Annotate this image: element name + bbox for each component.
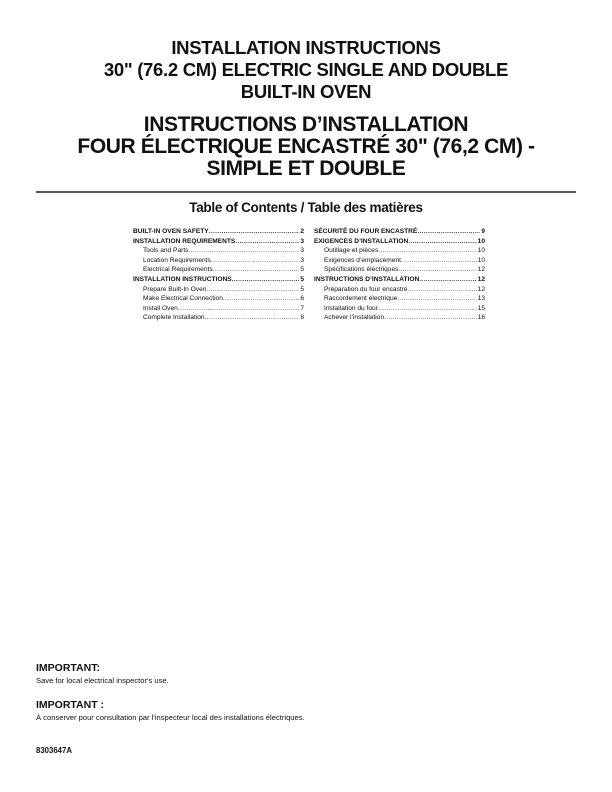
title-en-line-1: INSTALLATION INSTRUCTIONS bbox=[171, 37, 441, 58]
toc-entry-page: 12 bbox=[477, 285, 485, 293]
toc-leader-dots bbox=[205, 313, 300, 323]
toc-entry[interactable] bbox=[133, 265, 304, 275]
toc-leader-dots bbox=[419, 275, 476, 285]
toc-entry[interactable] bbox=[133, 227, 304, 237]
toc-entry-label: Tools and Parts bbox=[143, 247, 189, 255]
toc-entry[interactable] bbox=[314, 265, 485, 275]
toc-leader-dots bbox=[417, 227, 480, 237]
toc-entry-label: Achever l’installation bbox=[324, 314, 385, 322]
toc-entry[interactable] bbox=[133, 237, 304, 247]
toc-leader-dots bbox=[378, 246, 476, 256]
toc-entry[interactable] bbox=[314, 246, 485, 256]
toc-leader-dots bbox=[408, 237, 476, 247]
toc-leader-dots bbox=[223, 294, 299, 304]
toc-entry[interactable] bbox=[314, 256, 485, 266]
toc-entry[interactable] bbox=[314, 227, 485, 237]
title-fr-line-3: SIMPLE ET DOUBLE bbox=[206, 157, 406, 180]
toc-heading: Table of Contents / Table des matières bbox=[189, 200, 423, 215]
toc-entry-label: BUILT-IN OVEN SAFETY bbox=[133, 228, 209, 235]
divider-rule bbox=[36, 191, 576, 193]
toc-leader-dots bbox=[384, 313, 477, 323]
toc-entry[interactable] bbox=[133, 246, 304, 256]
toc-leader-dots bbox=[213, 265, 300, 275]
toc-entry-page: 12 bbox=[477, 266, 485, 274]
toc-entry-page: 2 bbox=[300, 228, 304, 235]
toc-leader-dots bbox=[378, 304, 477, 314]
toc-entry[interactable] bbox=[314, 237, 485, 247]
toc-entry-page: 12 bbox=[477, 275, 485, 283]
toc-leader-dots bbox=[211, 256, 300, 266]
toc-entry-label: INSTRUCTIONS D’INSTALLATION bbox=[314, 275, 420, 283]
toc-entry[interactable] bbox=[133, 285, 304, 295]
toc-entry[interactable] bbox=[314, 285, 485, 295]
important-note-english bbox=[36, 662, 576, 686]
toc-entry-label: Complete Installation bbox=[143, 314, 205, 322]
toc-entry-label: Préparation du four encastré bbox=[324, 285, 408, 293]
toc-entry-page: 6 bbox=[300, 295, 304, 303]
part-number: 8303647A bbox=[36, 746, 72, 755]
toc-entry-label: Outillage et pièces bbox=[324, 247, 379, 255]
toc-entry-page: 8 bbox=[300, 314, 304, 322]
toc-entry[interactable] bbox=[133, 256, 304, 266]
toc-entry[interactable] bbox=[314, 313, 485, 323]
toc-entry-label: Prepare Built-In Oven bbox=[143, 285, 207, 293]
toc-entry-page: 10 bbox=[477, 237, 485, 245]
important-text-fr: À conserver pour consultation par l'inspecteur local des installations électriques. bbox=[36, 713, 305, 722]
toc-leader-dots bbox=[398, 265, 476, 275]
toc-entry[interactable] bbox=[314, 275, 485, 285]
toc-entry-label: Spécifications électriques bbox=[324, 266, 399, 274]
toc-entry[interactable] bbox=[314, 294, 485, 304]
toc-entry-page: 7 bbox=[300, 304, 304, 312]
toc-leader-dots bbox=[408, 285, 477, 295]
toc-entry-page: 5 bbox=[300, 285, 304, 293]
toc-entry-page: 5 bbox=[300, 275, 304, 283]
toc-entry-label: INSTALLATION INSTRUCTIONS bbox=[133, 275, 232, 283]
toc-entry-page: 3 bbox=[300, 256, 304, 264]
toc-entry-page: 9 bbox=[481, 228, 485, 235]
toc-entry-page: 3 bbox=[300, 237, 304, 245]
toc-entry-label: Installation du four bbox=[324, 304, 378, 312]
important-heading-en: IMPORTANT: bbox=[36, 662, 100, 674]
toc-entry-page: 10 bbox=[477, 256, 485, 264]
toc-entry-label: INSTALLATION REQUIREMENTS bbox=[133, 237, 236, 245]
toc-entry-label: Location Requirements bbox=[143, 256, 211, 264]
toc-entry[interactable] bbox=[314, 304, 485, 314]
title-fr-line-1: INSTRUCTIONS D’INSTALLATION bbox=[143, 113, 469, 136]
toc-leader-dots bbox=[235, 237, 299, 247]
toc-leader-dots bbox=[209, 227, 300, 237]
title-french bbox=[0, 114, 612, 180]
toc-leader-dots bbox=[232, 275, 300, 285]
title-en-line-3: BUILT-IN OVEN bbox=[240, 81, 372, 102]
title-english bbox=[0, 37, 612, 103]
toc-entry-label: Install Oven bbox=[143, 304, 178, 312]
toc-entry[interactable] bbox=[133, 304, 304, 314]
toc-entry-label: Electrical Requirements bbox=[143, 266, 213, 274]
toc-entry[interactable] bbox=[133, 275, 304, 285]
important-text-en: Save for local electrical inspector's use. bbox=[36, 676, 169, 685]
important-heading-fr: IMPORTANT : bbox=[36, 699, 105, 711]
toc-entry-page: 10 bbox=[477, 247, 485, 255]
toc-leader-dots bbox=[188, 246, 299, 256]
toc-entry-page: 3 bbox=[300, 247, 304, 255]
toc-entry-label: Make Electrical Connection bbox=[143, 295, 223, 303]
toc-entry-page: 16 bbox=[477, 314, 485, 322]
title-fr-line-2: FOUR ÉLECTRIQUE ENCASTRÉ 30" (76,2 CM) - bbox=[77, 135, 535, 158]
important-note-french bbox=[36, 699, 576, 723]
toc-entry-page: 5 bbox=[300, 266, 304, 274]
toc-leader-dots bbox=[401, 256, 477, 266]
toc-entry-page: 13 bbox=[477, 295, 485, 303]
toc-entry-label: EXIGENCES D’INSTALLATION bbox=[314, 237, 409, 245]
toc-leader-dots bbox=[178, 304, 300, 314]
toc-entry-label: SÉCURITÉ DU FOUR ENCASTRÉ bbox=[314, 228, 418, 235]
toc-column-french bbox=[314, 227, 485, 323]
toc-column-english bbox=[133, 227, 304, 323]
toc-entry-label: Raccordement électrique bbox=[324, 295, 398, 303]
toc-entry[interactable] bbox=[133, 294, 304, 304]
toc-entry[interactable] bbox=[133, 313, 304, 323]
toc-entry-label: Exigences d’emplacement bbox=[324, 256, 401, 264]
toc-leader-dots bbox=[206, 285, 299, 295]
toc-leader-dots bbox=[397, 294, 476, 304]
title-en-line-2: 30" (76.2 CM) ELECTRIC SINGLE AND DOUBLE bbox=[103, 59, 509, 80]
toc-entry-page: 15 bbox=[477, 304, 485, 312]
